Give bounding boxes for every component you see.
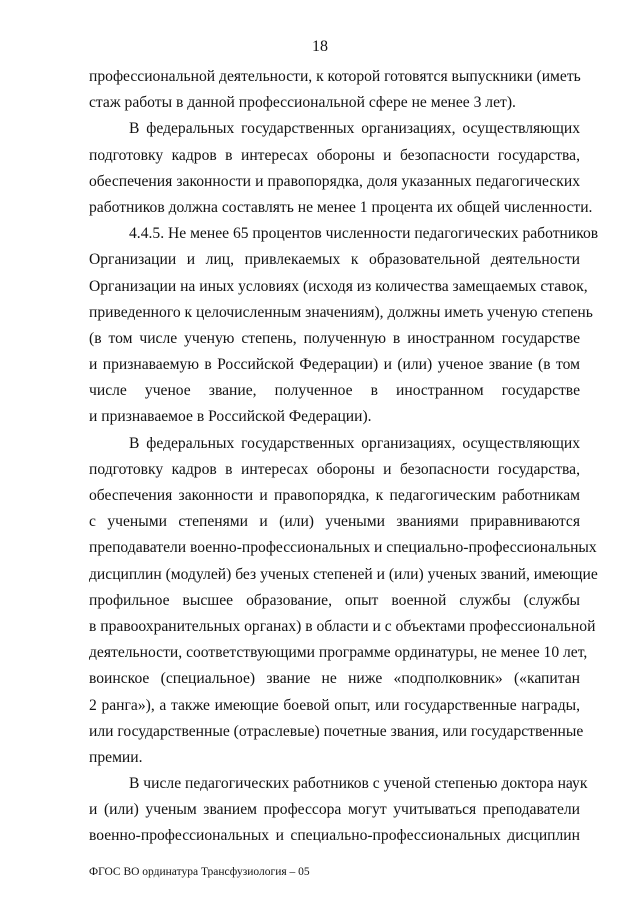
text-line: числе ученое звание, полученное в иностранном государстве xyxy=(89,382,580,400)
text-line: или государственные (отраслевые) почетные звания, или государственные xyxy=(89,722,584,740)
text-line: и признаваемое в Российской Федерации). xyxy=(89,408,372,426)
text-line: профильное высшее образование, опыт военной службы (службы xyxy=(89,591,580,609)
text-line: и признаваемую в Российской Федерации) и (или) ученое звание (в том xyxy=(89,356,580,374)
page-footer: ФГОС ВО ординатура Трансфузиология – 05 xyxy=(89,866,310,878)
text-line: воинское (специальное) звание не ниже «подполковник» («капитан xyxy=(89,670,580,688)
text-line: премии. xyxy=(89,748,143,766)
text-line: Организации и лиц, привлекаемых к образовательной деятельности xyxy=(89,251,580,269)
text-line: В федеральных государственных организациях, осуществляющих xyxy=(129,120,580,138)
text-line: профессиональной деятельности, к которой готовятся выпускники (иметь xyxy=(89,68,581,85)
page-number: 18 xyxy=(312,38,328,55)
text-line: Организации на иных условиях (исходя из количества замещаемых ставок, xyxy=(89,277,588,295)
text-line: дисциплин (модулей) без ученых степеней и (или) ученых званий, имеющие xyxy=(89,565,598,583)
text-line: и (или) ученым званием профессора могут учитываться преподаватели xyxy=(89,801,580,819)
text-line: военно-профессиональных и специально-профессиональных дисциплин xyxy=(89,827,580,845)
document-body xyxy=(89,64,599,850)
text-line: в правоохранительных органах) в области и с объектами профессиональной xyxy=(89,617,596,635)
text-line: преподаватели военно-профессиональных и специально-профессиональных xyxy=(89,539,597,557)
text-line: 2 ранга»), а также имеющие боевой опыт, или государственные награды, xyxy=(89,696,580,714)
text-line: стаж работы в данной профессиональной сфере не менее 3 лет). xyxy=(89,94,516,112)
text-line: подготовку кадров в интересах обороны и безопасности государства, xyxy=(89,460,580,478)
text-line: (в том числе ученую степень, полученную в иностранном государстве xyxy=(89,329,580,347)
text-line: приведенного к целочисленным значениям), должны иметь ученую степень xyxy=(89,303,593,321)
text-line: В федеральных государственных организациях, осуществляющих xyxy=(129,434,580,452)
text-line: обеспечения законности и правопорядка, к педагогическим работникам xyxy=(89,487,580,504)
text-line: работников должна составлять не менее 1 процента их общей численности. xyxy=(89,198,593,216)
text-line: обеспечения законности и правопорядка, доля указанных педагогических xyxy=(89,172,580,190)
text-line: подготовку кадров в интересах обороны и безопасности государства, xyxy=(89,146,580,164)
text-line: с учеными степенями и (или) учеными званиями приравниваются xyxy=(89,513,580,531)
text-line: 4.4.5. Не менее 65 процентов численности педагогических работников xyxy=(129,225,599,243)
text-line: В числе педагогических работников с ученой степенью доктора наук xyxy=(129,775,588,793)
text-line: деятельности, соответствующими программе ординатуры, не менее 10 лет, xyxy=(89,644,588,662)
